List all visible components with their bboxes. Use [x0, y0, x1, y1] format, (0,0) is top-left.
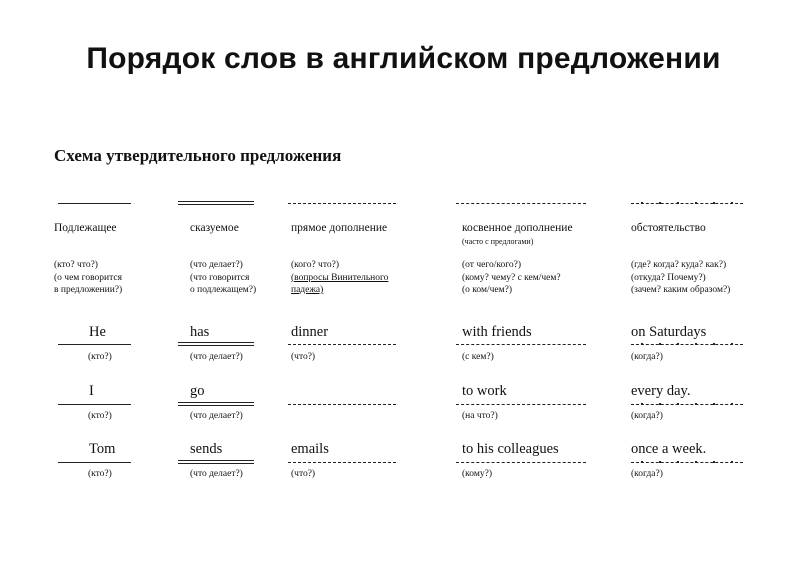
row1-subject-line — [58, 344, 131, 345]
direct-object-hint-line3: падежа) — [291, 285, 324, 295]
row3-predicate-question: (что делает?) — [190, 469, 243, 479]
row1-indirect-object-question: (с кем?) — [462, 352, 494, 362]
line-dot — [695, 403, 697, 405]
line-dot — [677, 461, 679, 463]
row2-adverbial-question: (когда?) — [631, 411, 663, 421]
subject-symbol-line — [58, 203, 131, 204]
row3-adverbial-question: (когда?) — [631, 469, 663, 479]
row3-subject: Tom — [89, 441, 116, 457]
row1-adverbial-line — [631, 344, 743, 345]
row2-predicate-line — [178, 402, 254, 406]
row1-direct-object-question: (что?) — [291, 352, 316, 362]
row1-predicate: has — [190, 324, 210, 340]
direct-object-hint-line2: (вопросы Винительного — [291, 272, 389, 283]
row3-indirect-object-line — [456, 462, 586, 463]
line-dot — [713, 343, 715, 345]
adverbial-symbol-line — [631, 203, 743, 204]
predicate-header: сказуемое — [190, 222, 239, 234]
predicate-hint: (что делает?) (что говорится о подлежащем?) — [190, 260, 257, 295]
line-dot — [731, 461, 733, 463]
line-dot — [713, 403, 715, 405]
row1-direct-object-line — [288, 344, 396, 345]
direct-object-hint — [291, 259, 388, 297]
direct-object-header: прямое дополнение — [291, 222, 388, 234]
row2-predicate: go — [190, 383, 205, 399]
row3-adverbial-line — [631, 462, 743, 463]
line-dot — [641, 403, 643, 405]
line-dot — [731, 343, 733, 345]
row2-subject-line — [58, 404, 131, 405]
row1-subject: He — [89, 324, 106, 340]
row1-direct-object: dinner — [291, 324, 329, 340]
line-dot — [713, 461, 715, 463]
row1-predicate-line — [178, 342, 254, 346]
row1-indirect-object-line — [456, 344, 586, 345]
row3-predicate-line — [178, 460, 254, 464]
row3-indirect-object-question: (кому?) — [462, 469, 493, 479]
row2-direct-object-line — [288, 404, 396, 405]
row1-predicate-question: (что делает?) — [190, 352, 243, 362]
row3-direct-object-line — [288, 462, 396, 463]
adverbial-hint: (где? когда? куда? как?) (откуда? Почему?) (зачем? каким образом?) — [631, 260, 731, 295]
line-dot — [731, 202, 733, 204]
indirect-object-symbol-line — [456, 203, 586, 204]
row2-indirect-object-question: (на что?) — [462, 411, 498, 421]
row1-indirect-object: with friends — [462, 324, 532, 340]
row3-subject-question: (кто?) — [88, 469, 112, 479]
direct-object-hint-line1: (кого? что?) — [291, 260, 339, 270]
subject-header: Подлежащее — [54, 222, 117, 234]
predicate-symbol-line — [178, 201, 254, 205]
scheme-subtitle: Схема утвердительного предложения — [54, 146, 342, 165]
direct-object-symbol-line — [288, 203, 396, 204]
indirect-object-header: косвенное дополнение — [462, 222, 573, 234]
page-title: Порядок слов в английском предложении — [86, 42, 721, 75]
row3-direct-object-question: (что?) — [291, 469, 316, 479]
row1-adverbial-question: (когда?) — [631, 352, 663, 362]
line-dot — [659, 403, 661, 405]
row3-direct-object: emails — [291, 441, 329, 457]
row3-subject-line — [58, 462, 131, 463]
row1-subject-question: (кто?) — [88, 352, 112, 362]
line-dot — [659, 461, 661, 463]
indirect-object-note: (часто с предлогами) — [462, 237, 534, 246]
line-dot — [677, 202, 679, 204]
line-dot — [677, 343, 679, 345]
indirect-object-hint: (от чего/кого?) (кому? чему? с кем/чем? (о ком/чем?) — [462, 260, 561, 295]
row2-subject-question: (кто?) — [88, 411, 112, 421]
row2-predicate-question: (что делает?) — [190, 411, 243, 421]
row2-indirect-object-line — [456, 404, 586, 405]
line-dot — [659, 343, 661, 345]
row3-predicate: sends — [190, 441, 223, 457]
line-dot — [713, 202, 715, 204]
row2-indirect-object: to work — [462, 383, 507, 399]
line-dot — [695, 343, 697, 345]
row2-subject: I — [89, 383, 94, 399]
line-dot — [641, 461, 643, 463]
adverbial-header: обстоятельство — [631, 222, 706, 234]
row2-adverbial: every day. — [631, 383, 691, 399]
line-dot — [695, 202, 697, 204]
subject-hint: (кто? что?) (о чем говорится в предложении?) — [54, 260, 123, 295]
line-dot — [731, 403, 733, 405]
line-dot — [677, 403, 679, 405]
line-dot — [695, 461, 697, 463]
row2-adverbial-line — [631, 404, 743, 405]
row3-adverbial: once a week. — [631, 441, 707, 457]
row1-adverbial: on Saturdays — [631, 324, 707, 340]
line-dot — [659, 202, 661, 204]
line-dot — [641, 343, 643, 345]
line-dot — [641, 202, 643, 204]
row3-indirect-object: to his colleagues — [462, 441, 559, 457]
